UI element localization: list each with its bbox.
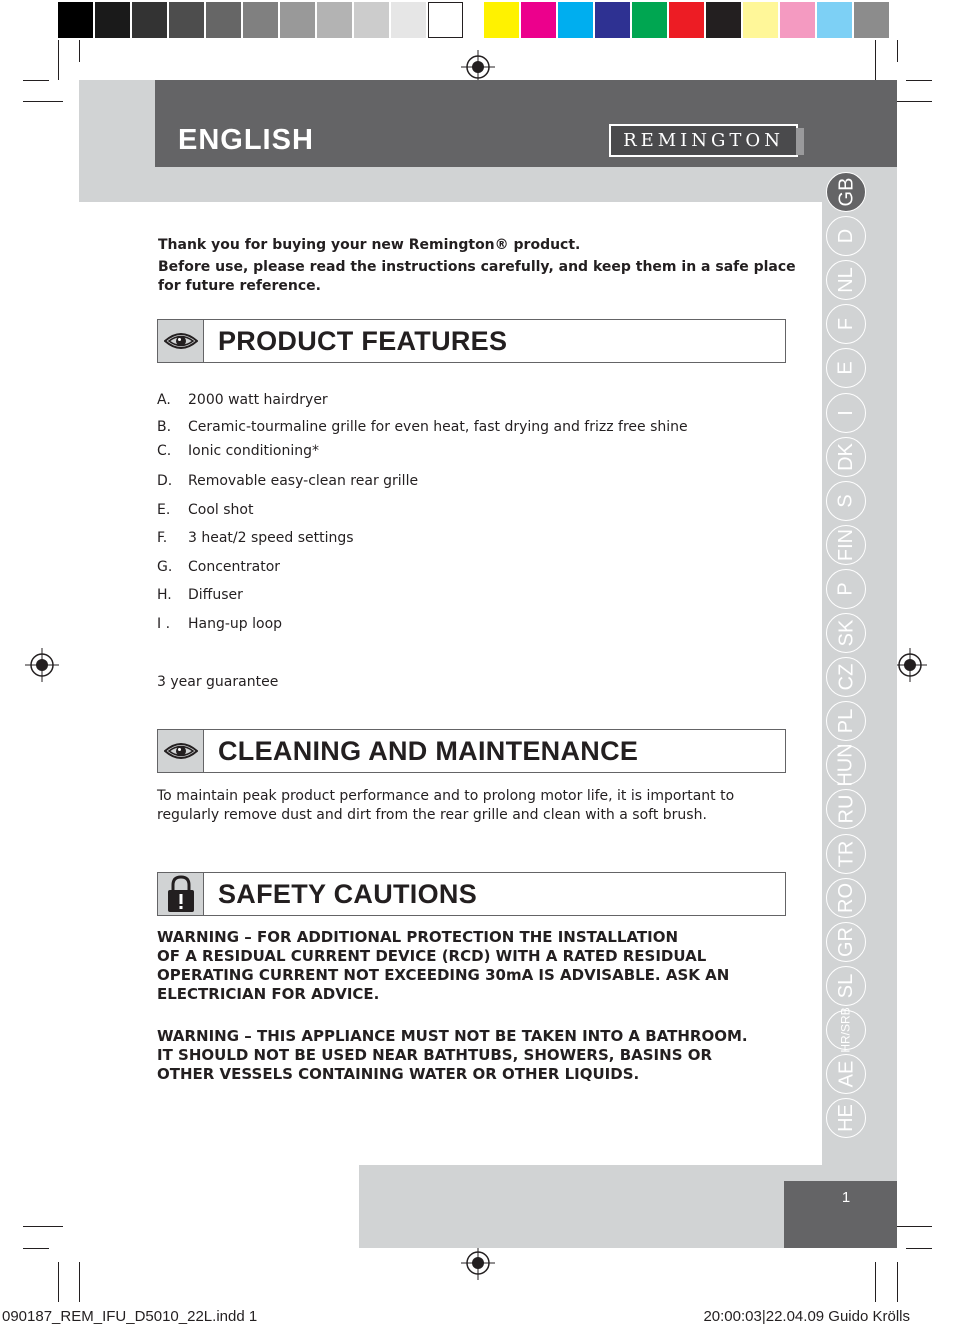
feature-text: Diffuser xyxy=(188,587,243,603)
language-tab-label: CZ xyxy=(834,663,857,691)
colour-swatch xyxy=(743,2,778,38)
registration-mark-icon xyxy=(25,648,59,682)
language-tab-p xyxy=(826,569,866,609)
feature-item xyxy=(157,392,328,408)
guarantee-text: 3 year guarantee xyxy=(157,674,279,690)
language-tab-label: FIN xyxy=(835,528,857,561)
colour-swatch xyxy=(669,2,704,38)
feature-letter: B. xyxy=(157,419,172,435)
language-tab-gr xyxy=(826,922,866,962)
feature-text: Ceramic-tourmaline grille for even heat, fast drying and frizz free shine xyxy=(188,419,688,435)
grey-swatch xyxy=(58,2,93,38)
language-tab-label: P xyxy=(835,582,857,596)
language-tab-label: I xyxy=(835,409,857,416)
feature-letter: I . xyxy=(157,616,171,632)
section-title: PRODUCT FEATURES xyxy=(218,325,508,356)
crop-mark xyxy=(58,40,59,80)
crop-mark xyxy=(875,40,876,80)
registration-mark-icon xyxy=(461,1246,495,1280)
language-tab-fin xyxy=(826,525,866,565)
feature-letter: G. xyxy=(157,559,173,575)
page-number: 1 xyxy=(841,1189,851,1206)
feature-letter: H. xyxy=(157,587,172,603)
feature-text: Hang-up loop xyxy=(188,616,283,632)
colour-swatch xyxy=(558,2,593,38)
language-title: ENGLISH xyxy=(178,124,314,156)
language-tab-label: RU xyxy=(834,794,857,824)
grey-swatch xyxy=(132,2,167,38)
crop-mark xyxy=(58,1262,59,1302)
language-tab-i xyxy=(826,393,866,433)
grey-swatch xyxy=(280,2,315,38)
section-header-safety xyxy=(157,872,786,916)
language-tab-cz xyxy=(826,657,866,697)
language-tab-label: TR xyxy=(834,840,857,867)
language-tab-label: S xyxy=(835,494,857,508)
language-tab-label: NL xyxy=(834,267,857,293)
colour-swatch xyxy=(854,2,889,38)
section-title: SAFETY CAUTIONS xyxy=(218,878,478,909)
grey-swatch xyxy=(317,2,352,38)
colour-swatch xyxy=(521,2,556,38)
feature-item xyxy=(157,473,418,489)
warning-1-line-1: WARNING – FOR ADDITIONAL PROTECTION THE INSTALLATION xyxy=(157,928,679,946)
colour-swatch xyxy=(780,2,815,38)
language-tab-label: HE xyxy=(834,1104,857,1132)
grey-swatch xyxy=(428,2,463,38)
language-tab-gb xyxy=(826,172,866,212)
brand-logo-text: REMINGTON xyxy=(623,130,784,151)
colour-swatch xyxy=(706,2,741,38)
crop-mark xyxy=(906,80,932,81)
grey-swatch xyxy=(169,2,204,38)
feature-item xyxy=(157,559,280,575)
cleaning-line-1: To maintain peak product performance and to prolong motor life, it is important to xyxy=(157,788,735,804)
feature-letter: C. xyxy=(157,443,172,459)
warning-1-line-2: OF A RESIDUAL CURRENT DEVICE (RCD) WITH A RATED RESIDUAL xyxy=(157,947,707,965)
language-tab-label: HUN xyxy=(835,743,857,787)
feature-letter: F. xyxy=(157,530,168,546)
language-tab-nl xyxy=(826,260,866,300)
warning-1-line-4: ELECTRICIAN FOR ADVICE. xyxy=(157,985,380,1003)
feature-item xyxy=(157,587,243,603)
feature-text: Concentrator xyxy=(188,559,281,575)
language-tab-ro xyxy=(826,878,866,918)
intro-line-3: for future reference. xyxy=(158,278,321,294)
grey-swatch xyxy=(243,2,278,38)
section-header-cleaning xyxy=(157,729,786,773)
feature-text: Ionic conditioning* xyxy=(188,443,319,459)
language-tab-ae xyxy=(826,1054,866,1094)
crop-mark xyxy=(875,1262,876,1302)
language-tab-label: GB xyxy=(835,177,857,207)
language-tab-label: F xyxy=(835,318,857,331)
language-tab-label: E xyxy=(835,361,857,376)
feature-letter: E. xyxy=(157,502,171,518)
language-tab-label: SK xyxy=(835,619,857,647)
colour-swatch xyxy=(595,2,630,38)
slug-file-name: 090187_REM_IFU_D5010_22L.indd 1 xyxy=(2,1308,258,1325)
warning-2-line-2: IT SHOULD NOT BE USED NEAR BATHTUBS, SHOWERS, BASINS OR xyxy=(157,1046,713,1064)
grey-swatch-bar xyxy=(58,2,463,38)
feature-item xyxy=(157,530,354,546)
registration-mark-icon xyxy=(461,50,495,84)
feature-item xyxy=(157,419,688,435)
feature-letter: A. xyxy=(157,392,171,408)
language-tab-label: D xyxy=(834,228,857,244)
section-header-features xyxy=(157,319,786,363)
intro-line-2: Before use, please read the instructions carefully, and keep them in a safe place xyxy=(158,259,796,275)
grey-swatch xyxy=(95,2,130,38)
warning-lock-icon xyxy=(158,873,204,915)
crop-mark xyxy=(23,1248,49,1249)
section-title: CLEANING AND MAINTENANCE xyxy=(218,735,639,766)
eye-icon xyxy=(158,320,204,362)
crop-mark xyxy=(23,101,63,102)
language-tab-label: SL xyxy=(835,973,857,999)
crop-mark xyxy=(897,1262,898,1302)
crop-mark xyxy=(892,1226,932,1227)
feature-text: 2000 watt hairdryer xyxy=(188,392,328,408)
feature-item xyxy=(157,443,319,459)
crop-mark xyxy=(23,1226,63,1227)
language-tab-label: PL xyxy=(835,708,857,734)
feature-item xyxy=(157,502,253,518)
language-tab-label: HR/SRB xyxy=(839,1007,853,1053)
language-tab-sk xyxy=(826,613,866,653)
feature-text: Removable easy-clean rear grille xyxy=(188,473,419,489)
crop-mark xyxy=(79,1262,80,1302)
language-tab-dk xyxy=(826,437,866,477)
language-tab-pl xyxy=(826,701,866,741)
crop-mark xyxy=(79,40,80,62)
language-tab-d xyxy=(826,216,866,256)
crop-mark xyxy=(892,101,932,102)
grey-swatch xyxy=(206,2,241,38)
language-tab-hr-srb xyxy=(826,1007,866,1053)
language-tab-tr xyxy=(826,834,866,874)
language-tab-label: AE xyxy=(835,1060,857,1088)
feature-letter: D. xyxy=(157,473,173,489)
slug-timestamp: 20:00:03|22.04.09 Guido Krölls xyxy=(703,1308,910,1325)
feature-item xyxy=(157,616,282,632)
feature-text: 3 heat/2 speed settings xyxy=(188,530,354,546)
intro-line-1: Thank you for buying your new Remington® product. xyxy=(158,237,581,253)
language-tab-label: RO xyxy=(835,882,857,913)
grey-swatch xyxy=(391,2,426,38)
colour-swatch-bar xyxy=(484,2,889,38)
brand-logo xyxy=(609,124,798,157)
brand-logo-shadow xyxy=(796,128,804,155)
warning-1-line-3: OPERATING CURRENT NOT EXCEEDING 30mA IS ADVISABLE. ASK AN xyxy=(157,966,730,984)
cleaning-line-2: regularly remove dust and dirt from the rear grille and clean with a soft brush. xyxy=(157,807,707,823)
language-tab-label: GR xyxy=(835,926,857,957)
warning-2-line-3: OTHER VESSELS CONTAINING WATER OR OTHER LIQUIDS. xyxy=(157,1065,640,1083)
crop-mark xyxy=(23,80,49,81)
colour-swatch xyxy=(484,2,519,38)
colour-swatch xyxy=(632,2,667,38)
grey-swatch xyxy=(354,2,389,38)
crop-mark xyxy=(906,1248,932,1249)
colour-swatch xyxy=(817,2,852,38)
feature-text: Cool shot xyxy=(188,502,254,518)
language-tab-he xyxy=(826,1098,866,1138)
language-tab-s xyxy=(826,481,866,521)
eye-icon xyxy=(158,730,204,772)
warning-2-line-1: WARNING – THIS APPLIANCE MUST NOT BE TAKEN INTO A BATHROOM. xyxy=(157,1027,748,1045)
crop-mark xyxy=(897,40,898,62)
registration-mark-icon xyxy=(893,648,927,682)
language-tab-label: DK xyxy=(834,442,857,471)
language-tab-sl xyxy=(826,966,866,1006)
